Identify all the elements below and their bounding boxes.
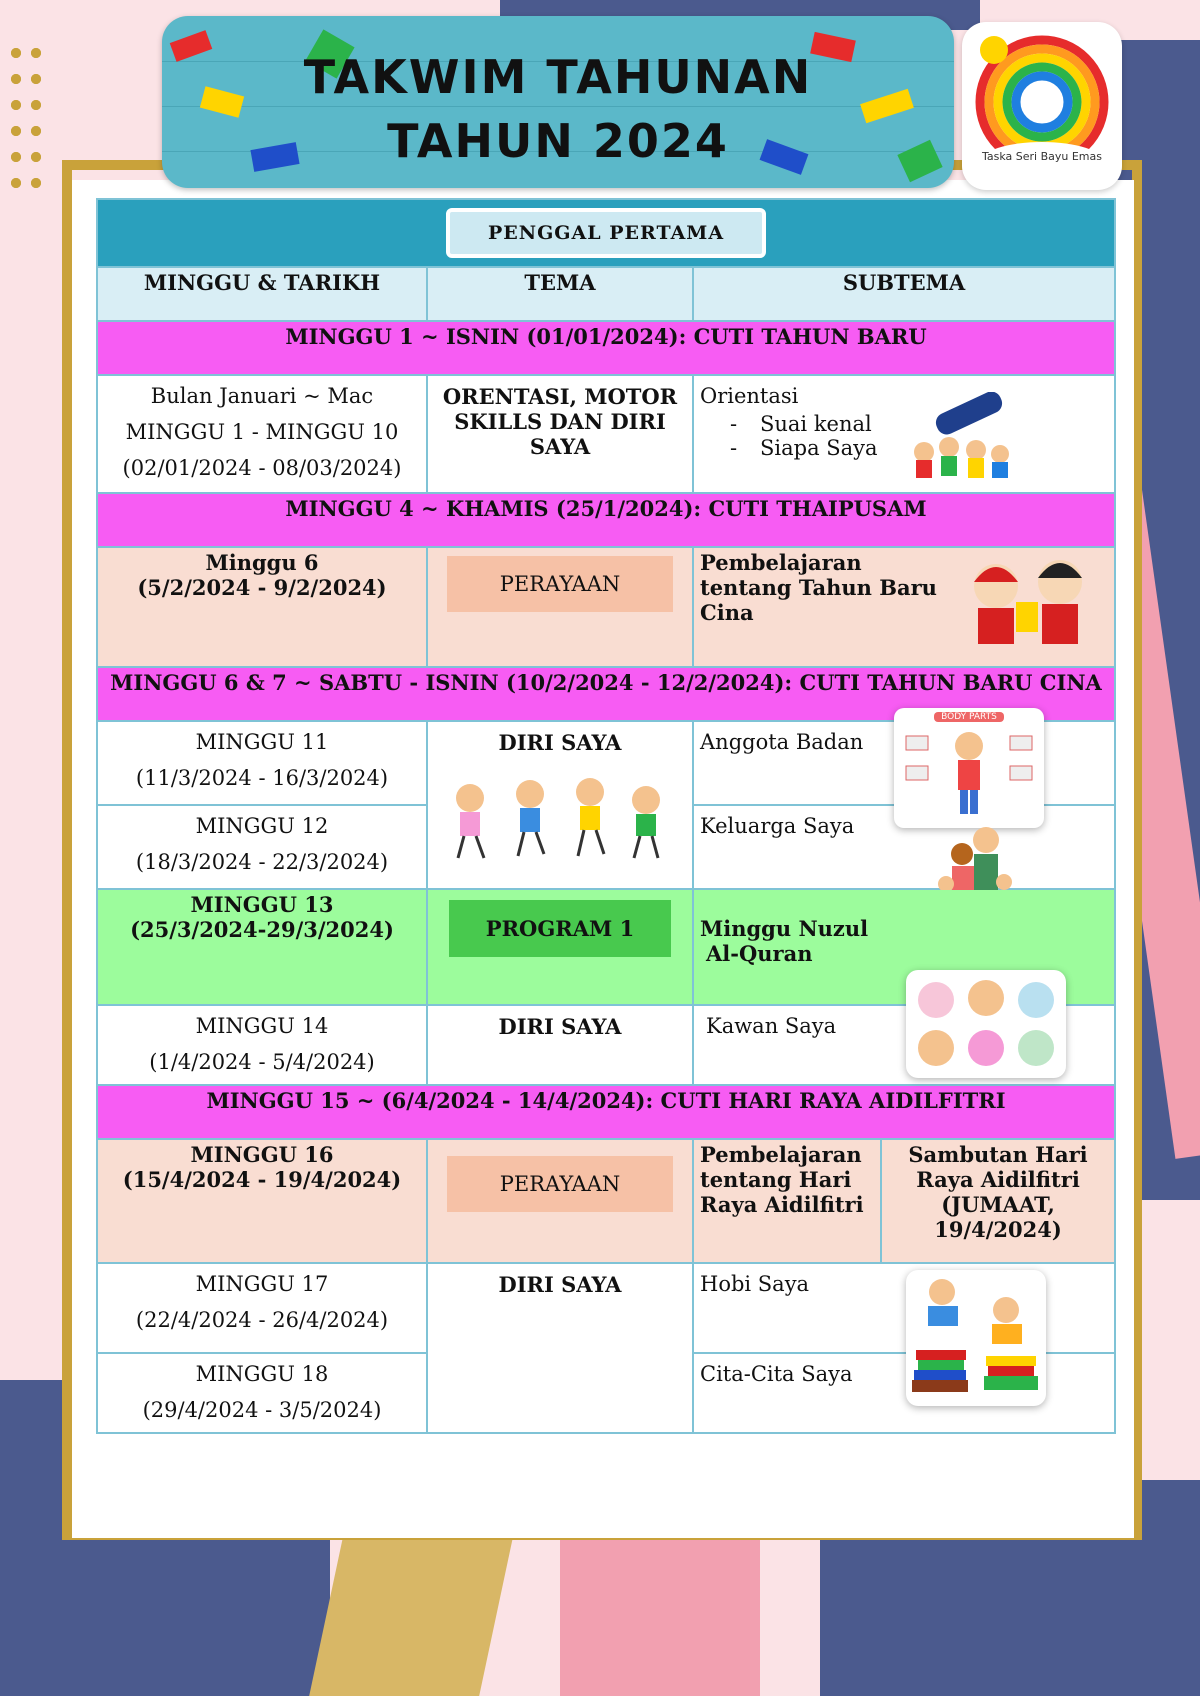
bg-pink-stripe (560, 1540, 760, 1696)
theme-cell: ORENTASI, MOTOR SKILLS DAN DIRI SAYA (427, 375, 693, 493)
subtheme-text: Anggota Badan (700, 730, 864, 754)
week-cell (97, 547, 427, 667)
subtheme-text: Hobi Saya (700, 1272, 810, 1296)
week-text: MINGGU 18 (195, 1362, 329, 1386)
subtheme-cell: Pembelajaran tentang Hari Raya Aidilfitri (693, 1139, 881, 1263)
theme-cell (427, 721, 693, 889)
reading-card (906, 1270, 1046, 1406)
week-cell (97, 1005, 427, 1085)
subtheme-text: Orientasi (700, 384, 799, 408)
bg-gold-dots (6, 40, 46, 200)
subtheme-cell (693, 547, 1115, 667)
subtheme-text: Minggu Nuzul (700, 916, 869, 941)
week-text: MINGGU 14 (195, 1014, 329, 1038)
week-text: MINGGU 12 (195, 814, 329, 838)
week-text: MINGGU 16 (190, 1142, 334, 1167)
theme-text: DIRI SAYA (498, 730, 622, 755)
week-text: MINGGU 17 (195, 1272, 329, 1296)
date-text: (02/01/2024 - 08/03/2024) (122, 456, 402, 480)
kids-telescope-icon (904, 392, 1014, 482)
date-text: (22/4/2024 - 26/4/2024) (135, 1308, 389, 1332)
date-text: (1/4/2024 - 5/4/2024) (149, 1050, 375, 1074)
theme-tag: PERAYAAN (447, 1156, 673, 1212)
subtheme-cell (693, 1005, 1115, 1085)
week-text: Minggu 6 (205, 550, 319, 575)
title-line1: TAKWIM TAHUNAN (303, 50, 813, 104)
col-header-subtheme: SUBTEMA (693, 267, 1115, 321)
logo-text: Taska Seri Bayu Emas (981, 150, 1102, 163)
subtheme-cell (693, 712, 1115, 805)
calendar-table (96, 198, 1116, 1434)
week-text: MINGGU 1 - MINGGU 10 (125, 420, 399, 444)
section-label: PENGGAL PERTAMA (446, 208, 766, 258)
school-logo (962, 22, 1122, 190)
week-cell (97, 1139, 427, 1263)
section-band (97, 199, 1115, 267)
week-cell (97, 889, 427, 1005)
subtheme-cell (693, 805, 1115, 889)
week-text: MINGGU 13 (190, 892, 334, 917)
col-header-theme: TEMA (427, 267, 693, 321)
rainbow-logo-icon (962, 22, 1122, 190)
subtheme-item: - Suai kenal (760, 412, 1108, 436)
reading-kids-icon (906, 1270, 1046, 1406)
week-cell (97, 375, 427, 493)
theme-cell: DIRI SAYA (427, 1263, 693, 1433)
subtheme-cell: Cita-Cita Saya (693, 1353, 1115, 1433)
week-text: MINGGU 11 (195, 730, 329, 754)
holiday-row: MINGGU 1 ~ ISNIN (01/01/2024): CUTI TAHUN BARU (97, 321, 1115, 375)
holiday-row: MINGGU 4 ~ KHAMIS (25/1/2024): CUTI THAIPUSAM (97, 493, 1115, 547)
week-cell (97, 721, 427, 805)
subtheme-text: Al-Quran (706, 941, 813, 966)
theme-cell (427, 547, 693, 667)
week-text: Bulan Januari ~ Mac (150, 384, 374, 408)
title-line2: TAHUN 2024 (387, 114, 729, 168)
friends-faces-icon (906, 970, 1066, 1078)
subtheme-cell (693, 375, 1115, 493)
date-text: (15/4/2024 - 19/4/2024) (122, 1167, 402, 1192)
subtheme-text: Keluarga Saya (700, 814, 855, 838)
subtheme-text: Pembelajaran tentang Tahun Baru Cina (700, 550, 937, 625)
theme-cell (427, 889, 693, 1005)
week-cell (97, 1263, 427, 1353)
col-header-week: MINGGU & TARIKH (97, 267, 427, 321)
subtheme-cell (693, 1263, 1115, 1353)
cny-kids-icon (964, 552, 1094, 652)
body-parts-label: BODY PARTS (934, 712, 1004, 722)
friends-card (906, 970, 1066, 1078)
jumping-kids-icon (440, 778, 676, 868)
holiday-row: MINGGU 15 ~ (6/4/2024 - 14/4/2024): CUTI HARI RAYA AIDILFITRI (97, 1085, 1115, 1139)
theme-cell (427, 1139, 693, 1263)
week-cell (97, 805, 427, 889)
subtheme-item: - Siapa Saya (760, 436, 1108, 460)
theme-cell: DIRI SAYA (427, 1005, 693, 1085)
subtheme-text: Kawan Saya (706, 1014, 837, 1038)
date-text: (18/3/2024 - 22/3/2024) (135, 850, 389, 874)
theme-tag: PERAYAAN (447, 556, 673, 612)
holiday-row: MINGGU 6 & 7 ~ SABTU - ISNIN (10/2/2024 - 12/2/2024): CUTI TAHUN BARU CINA (97, 667, 1115, 721)
week-cell (97, 1353, 427, 1433)
date-text: (25/3/2024-29/3/2024) (130, 917, 394, 942)
date-text: (5/2/2024 - 9/2/2024) (137, 575, 387, 600)
date-text: (11/3/2024 - 16/3/2024) (135, 766, 389, 790)
theme-tag: PROGRAM 1 (449, 900, 671, 957)
title-banner (162, 16, 954, 188)
date-text: (29/4/2024 - 3/5/2024) (142, 1398, 382, 1422)
note-cell: Sambutan Hari Raya Aidilfitri (JUMAAT, 19/4/2024) (881, 1139, 1115, 1263)
